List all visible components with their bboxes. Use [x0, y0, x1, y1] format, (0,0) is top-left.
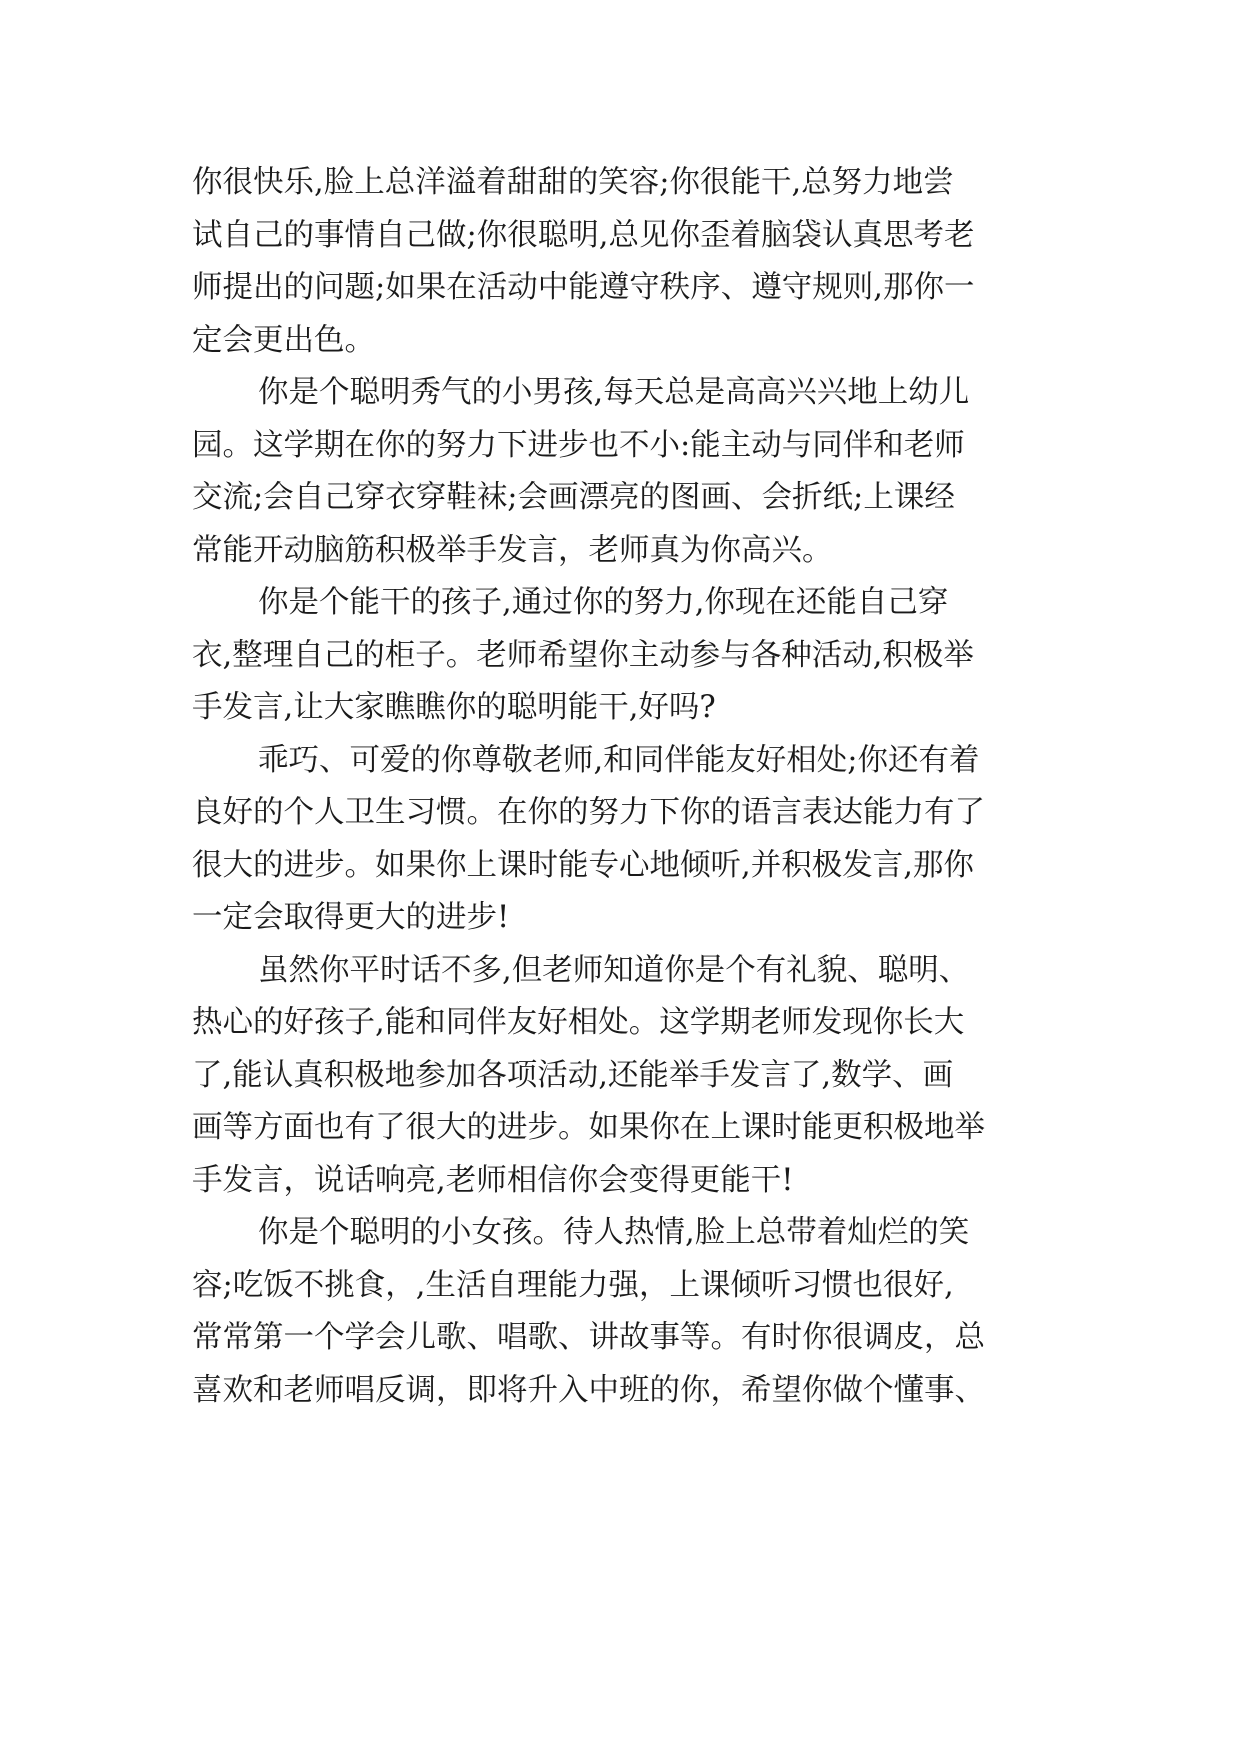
text-line: 定会更出色。 — [192, 322, 375, 358]
paragraph — [192, 945, 1062, 1208]
text-line: 你很快乐,脸上总洋溢着甜甜的笑容;你很能干,总努力地尝 — [192, 165, 954, 200]
text-line: 良好的个人卫生习惯。在你的努力下你的语言表达能力有了 — [192, 795, 985, 830]
text-line: 热心的好孩子,能和同伴友好相处。这学期老师发现你长大 — [192, 1005, 965, 1040]
paragraph — [192, 367, 1062, 577]
text-line: 乖巧、可爱的你尊敬老师,和同伴能友好相处;你还有着 — [258, 742, 980, 778]
text-line: 手发言,让大家瞧瞧你的聪明能干,好吗? — [192, 690, 716, 725]
text-line: 一定会取得更大的进步! — [192, 900, 510, 935]
text-line: 你是个聪明秀气的小男孩,每天总是高高兴兴地上幼儿 — [258, 375, 970, 410]
paragraph — [192, 735, 1062, 945]
text-line: 很大的进步。如果你上课时能专心地倾听,并积极发言,那你 — [192, 847, 974, 883]
text-line: 虽然你平时话不多,但老师知道你是个有礼貌、聪明、 — [258, 952, 970, 988]
text-line: 师提出的问题;如果在活动中能遵守秩序、遵守规则,那你一 — [192, 270, 975, 305]
text-line: 衣,整理自己的柜子。老师希望你主动参与各种活动,积极举 — [192, 637, 974, 673]
document-body — [192, 157, 1062, 1417]
text-line: 容;吃饭不挑食，,生活自理能力强，上课倾听习惯也很好, — [192, 1267, 954, 1303]
text-line: 你是个聪明的小女孩。待人热情,脸上总带着灿烂的笑 — [258, 1215, 970, 1250]
text-line: 试自己的事情自己做;你很聪明,总见你歪着脑袋认真思考老 — [192, 217, 975, 253]
paragraph — [192, 157, 1062, 367]
text-line: 交流;会自己穿衣穿鞋袜;会画漂亮的图画、会折纸;上课经 — [192, 480, 955, 515]
text-line: 喜欢和老师唱反调，即将升入中班的你，希望你做个懂事、 — [192, 1372, 985, 1408]
text-line: 手发言，说话响亮,老师相信你会变得更能干! — [192, 1162, 794, 1198]
paragraph — [192, 1207, 1062, 1417]
text-line: 你是个能干的孩子,通过你的努力,你现在还能自己穿 — [258, 585, 949, 620]
text-line: 常常第一个学会儿歌、唱歌、讲故事等。有时你很调皮，总 — [192, 1320, 985, 1355]
paragraph — [192, 577, 1062, 735]
text-line: 了,能认真积极地参加各项活动,还能举手发言了,数学、画 — [192, 1057, 954, 1093]
text-line: 园。这学期在你的努力下进步也不小:能主动与同伴和老师 — [192, 427, 965, 463]
text-line: 常能开动脑筋积极举手发言，老师真为你高兴。 — [192, 532, 833, 568]
text-line: 画等方面也有了很大的进步。如果你在上课时能更积极地举 — [192, 1110, 985, 1145]
